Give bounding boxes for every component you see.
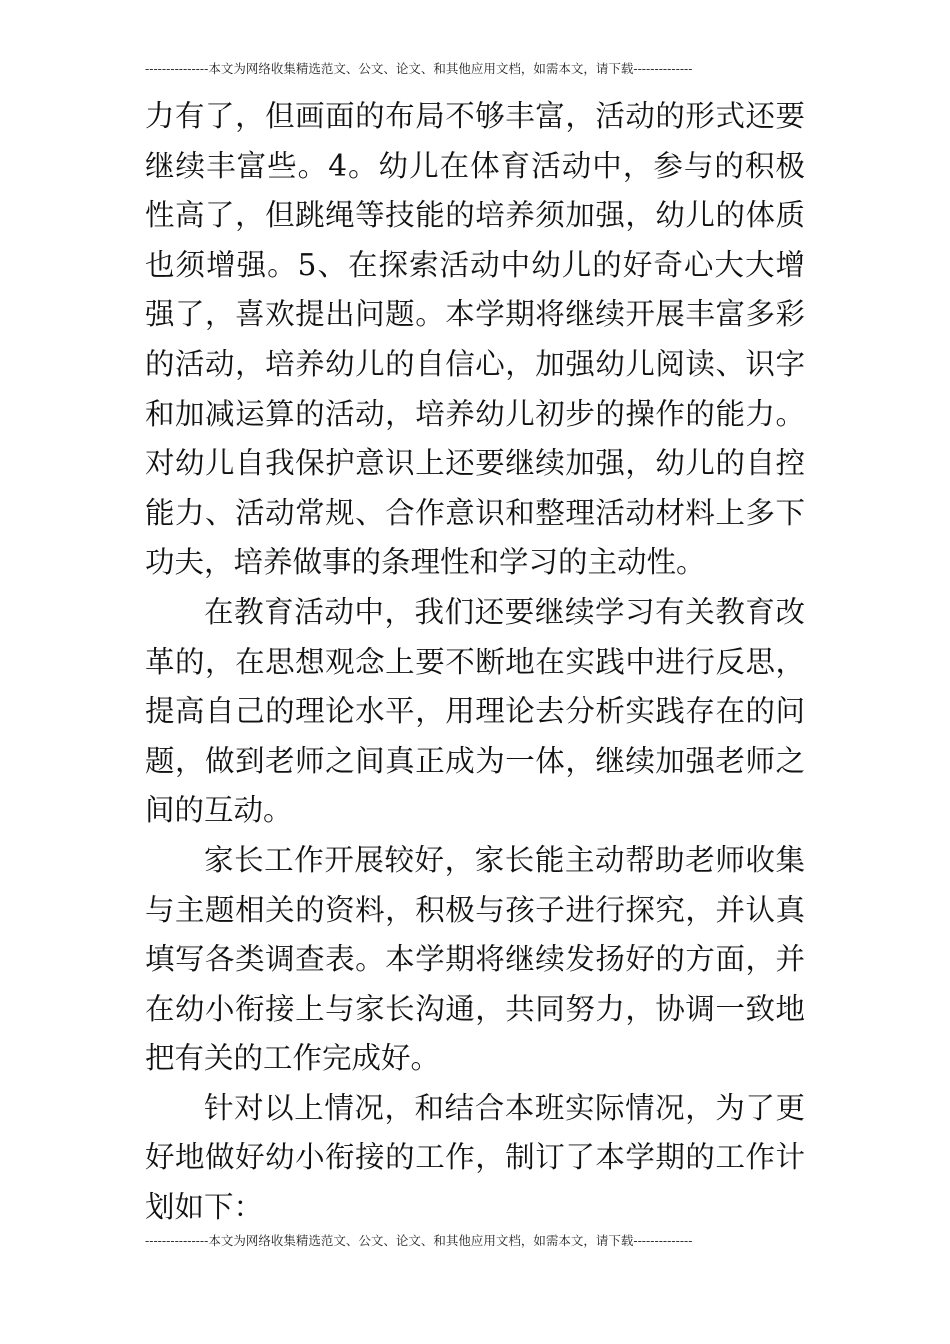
page-header-note: ---------------本文为网络收集精选范文、公文、论文、和其他应用文档，如需本文，请下载--------------	[145, 61, 693, 76]
paragraph-3: 家长工作开展较好，家长能主动帮助老师收集与主题相关的资料，积极与孩子进行探究，并认真填写各类调查表。本学期将继续发扬好的方面，并在幼小衔接上与家长沟通，共同努力，协调一致地把有关的工作完成好。	[145, 842, 805, 1076]
paragraph-1: 力有了，但画面的布局不够丰富，活动的形式还要继续丰富些。4。幼儿在体育活动中，参与的积极性高了，但跳绳等技能的培养须加强，幼儿的体质也须增强。5、在探索活动中幼儿的好奇心大大增强了，喜欢提出问题。本学期将继续开展丰富多彩的活动，培养幼儿的自信心，加强幼儿阅读、识字和加减运算的活动，培养幼儿初步的操作的能力。对幼儿自我保护意识上还要继续加强，幼儿的自控能力、活动常规、合作意识和整理活动材料上多下功夫，培养做事的条理性和学习的主动性。	[145, 99, 805, 580]
document-body	[145, 92, 805, 1233]
paragraph-2: 在教育活动中，我们还要继续学习有关教育改革的，在思想观念上要不断地在实践中进行反思，提高自己的理论水平，用理论去分析实践存在的问题，做到老师之间真正成为一体，继续加强老师之间的互动。	[145, 594, 805, 828]
paragraph-4: 针对以上情况，和结合本班实际情况，为了更好地做好幼小衔接的工作，制订了本学期的工作计划如下：	[145, 1090, 805, 1225]
page-footer-note: ---------------本文为网络收集精选范文、公文、论文、和其他应用文档，如需本文，请下载--------------	[145, 1233, 693, 1248]
